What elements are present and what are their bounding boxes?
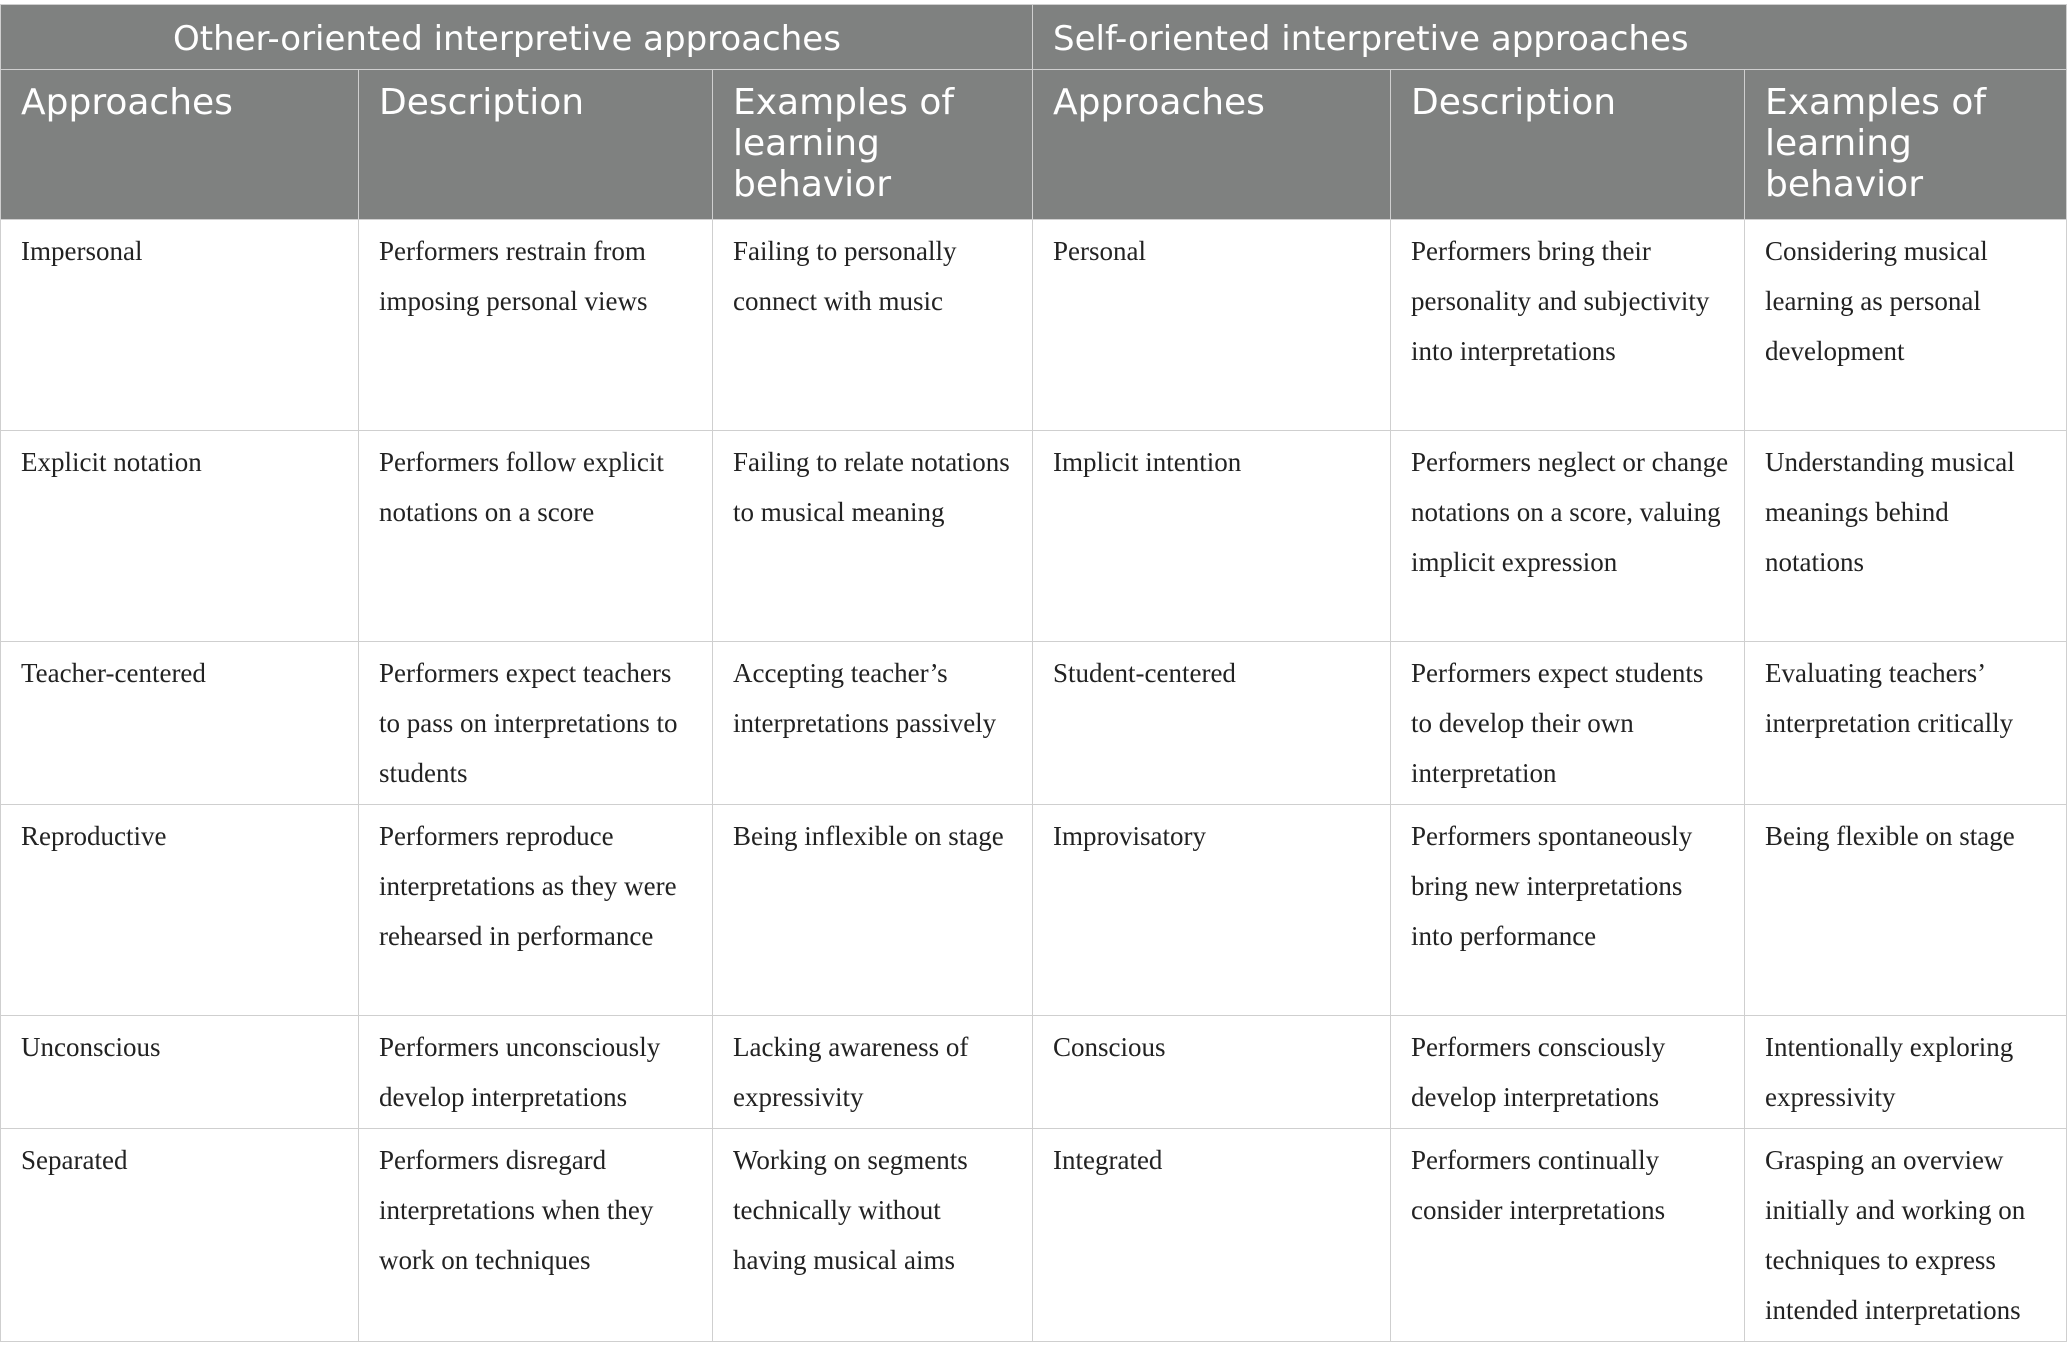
- self-approach-cell: Integrated: [1033, 1129, 1391, 1342]
- group-header-self: Self-oriented interpretive approaches: [1033, 5, 2067, 70]
- other-description-cell: Performers reproduce interpretations as they were rehearsed in performance: [359, 805, 713, 1016]
- table-header: [1, 5, 2067, 220]
- self-approach-cell: Personal: [1033, 220, 1391, 431]
- self-description-cell: Performers consciously develop interpretations: [1391, 1016, 1745, 1129]
- self-example-cell: Evaluating teachers’ interpretation critically: [1745, 642, 2067, 805]
- self-description-cell: Performers neglect or change notations on a score, valuing implicit expression: [1391, 431, 1745, 642]
- self-approach-cell: Conscious: [1033, 1016, 1391, 1129]
- other-approach-cell: Teacher-centered: [1, 642, 359, 805]
- self-example-cell: Being flexible on stage: [1745, 805, 2067, 1016]
- other-example-cell: Working on segments technically without having musical aims: [713, 1129, 1033, 1342]
- table-body: [1, 220, 2067, 1342]
- column-header-examples: Examples of learning behavior: [1745, 70, 2067, 220]
- table-row: [1, 431, 2067, 642]
- self-approach-cell: Student-centered: [1033, 642, 1391, 805]
- other-example-cell: Lacking awareness of expressivity: [713, 1016, 1033, 1129]
- other-approach-cell: Separated: [1, 1129, 359, 1342]
- other-description-cell: Performers follow explicit notations on a score: [359, 431, 713, 642]
- self-example-cell: Intentionally exploring expressivity: [1745, 1016, 2067, 1129]
- self-example-cell: Considering musical learning as personal development: [1745, 220, 2067, 431]
- self-description-cell: Performers expect students to develop their own interpretation: [1391, 642, 1745, 805]
- self-description-cell: Performers spontaneously bring new interpretations into performance: [1391, 805, 1745, 1016]
- other-example-cell: Failing to personally connect with music: [713, 220, 1033, 431]
- other-approach-cell: Explicit notation: [1, 431, 359, 642]
- other-description-cell: Performers unconsciously develop interpretations: [359, 1016, 713, 1129]
- column-header-description: Description: [359, 70, 713, 220]
- column-header-examples: Examples of learning behavior: [713, 70, 1033, 220]
- other-description-cell: Performers restrain from imposing personal views: [359, 220, 713, 431]
- other-example-cell: Being inflexible on stage: [713, 805, 1033, 1016]
- other-approach-cell: Impersonal: [1, 220, 359, 431]
- table-row: [1, 1016, 2067, 1129]
- other-approach-cell: Unconscious: [1, 1016, 359, 1129]
- approaches-table: [0, 4, 2067, 1342]
- other-description-cell: Performers disregard interpretations when they work on techniques: [359, 1129, 713, 1342]
- self-example-cell: Grasping an overview initially and working on techniques to express intended interpretations: [1745, 1129, 2067, 1342]
- column-header-approaches: Approaches: [1033, 70, 1391, 220]
- table-row: [1, 805, 2067, 1016]
- column-header-description: Description: [1391, 70, 1745, 220]
- other-description-cell: Performers expect teachers to pass on interpretations to students: [359, 642, 713, 805]
- table-row: [1, 642, 2067, 805]
- group-header-row: [1, 5, 2067, 70]
- table-row: [1, 1129, 2067, 1342]
- table-row: [1, 220, 2067, 431]
- column-header-row: [1, 70, 2067, 220]
- other-example-cell: Failing to relate notations to musical meaning: [713, 431, 1033, 642]
- self-approach-cell: Implicit intention: [1033, 431, 1391, 642]
- other-example-cell: Accepting teacher’s interpretations passively: [713, 642, 1033, 805]
- self-example-cell: Understanding musical meanings behind notations: [1745, 431, 2067, 642]
- self-description-cell: Performers continually consider interpretations: [1391, 1129, 1745, 1342]
- self-approach-cell: Improvisatory: [1033, 805, 1391, 1016]
- self-description-cell: Performers bring their personality and subjectivity into interpretations: [1391, 220, 1745, 431]
- other-approach-cell: Reproductive: [1, 805, 359, 1016]
- column-header-approaches: Approaches: [1, 70, 359, 220]
- group-header-other: Other-oriented interpretive approaches: [1, 5, 1033, 70]
